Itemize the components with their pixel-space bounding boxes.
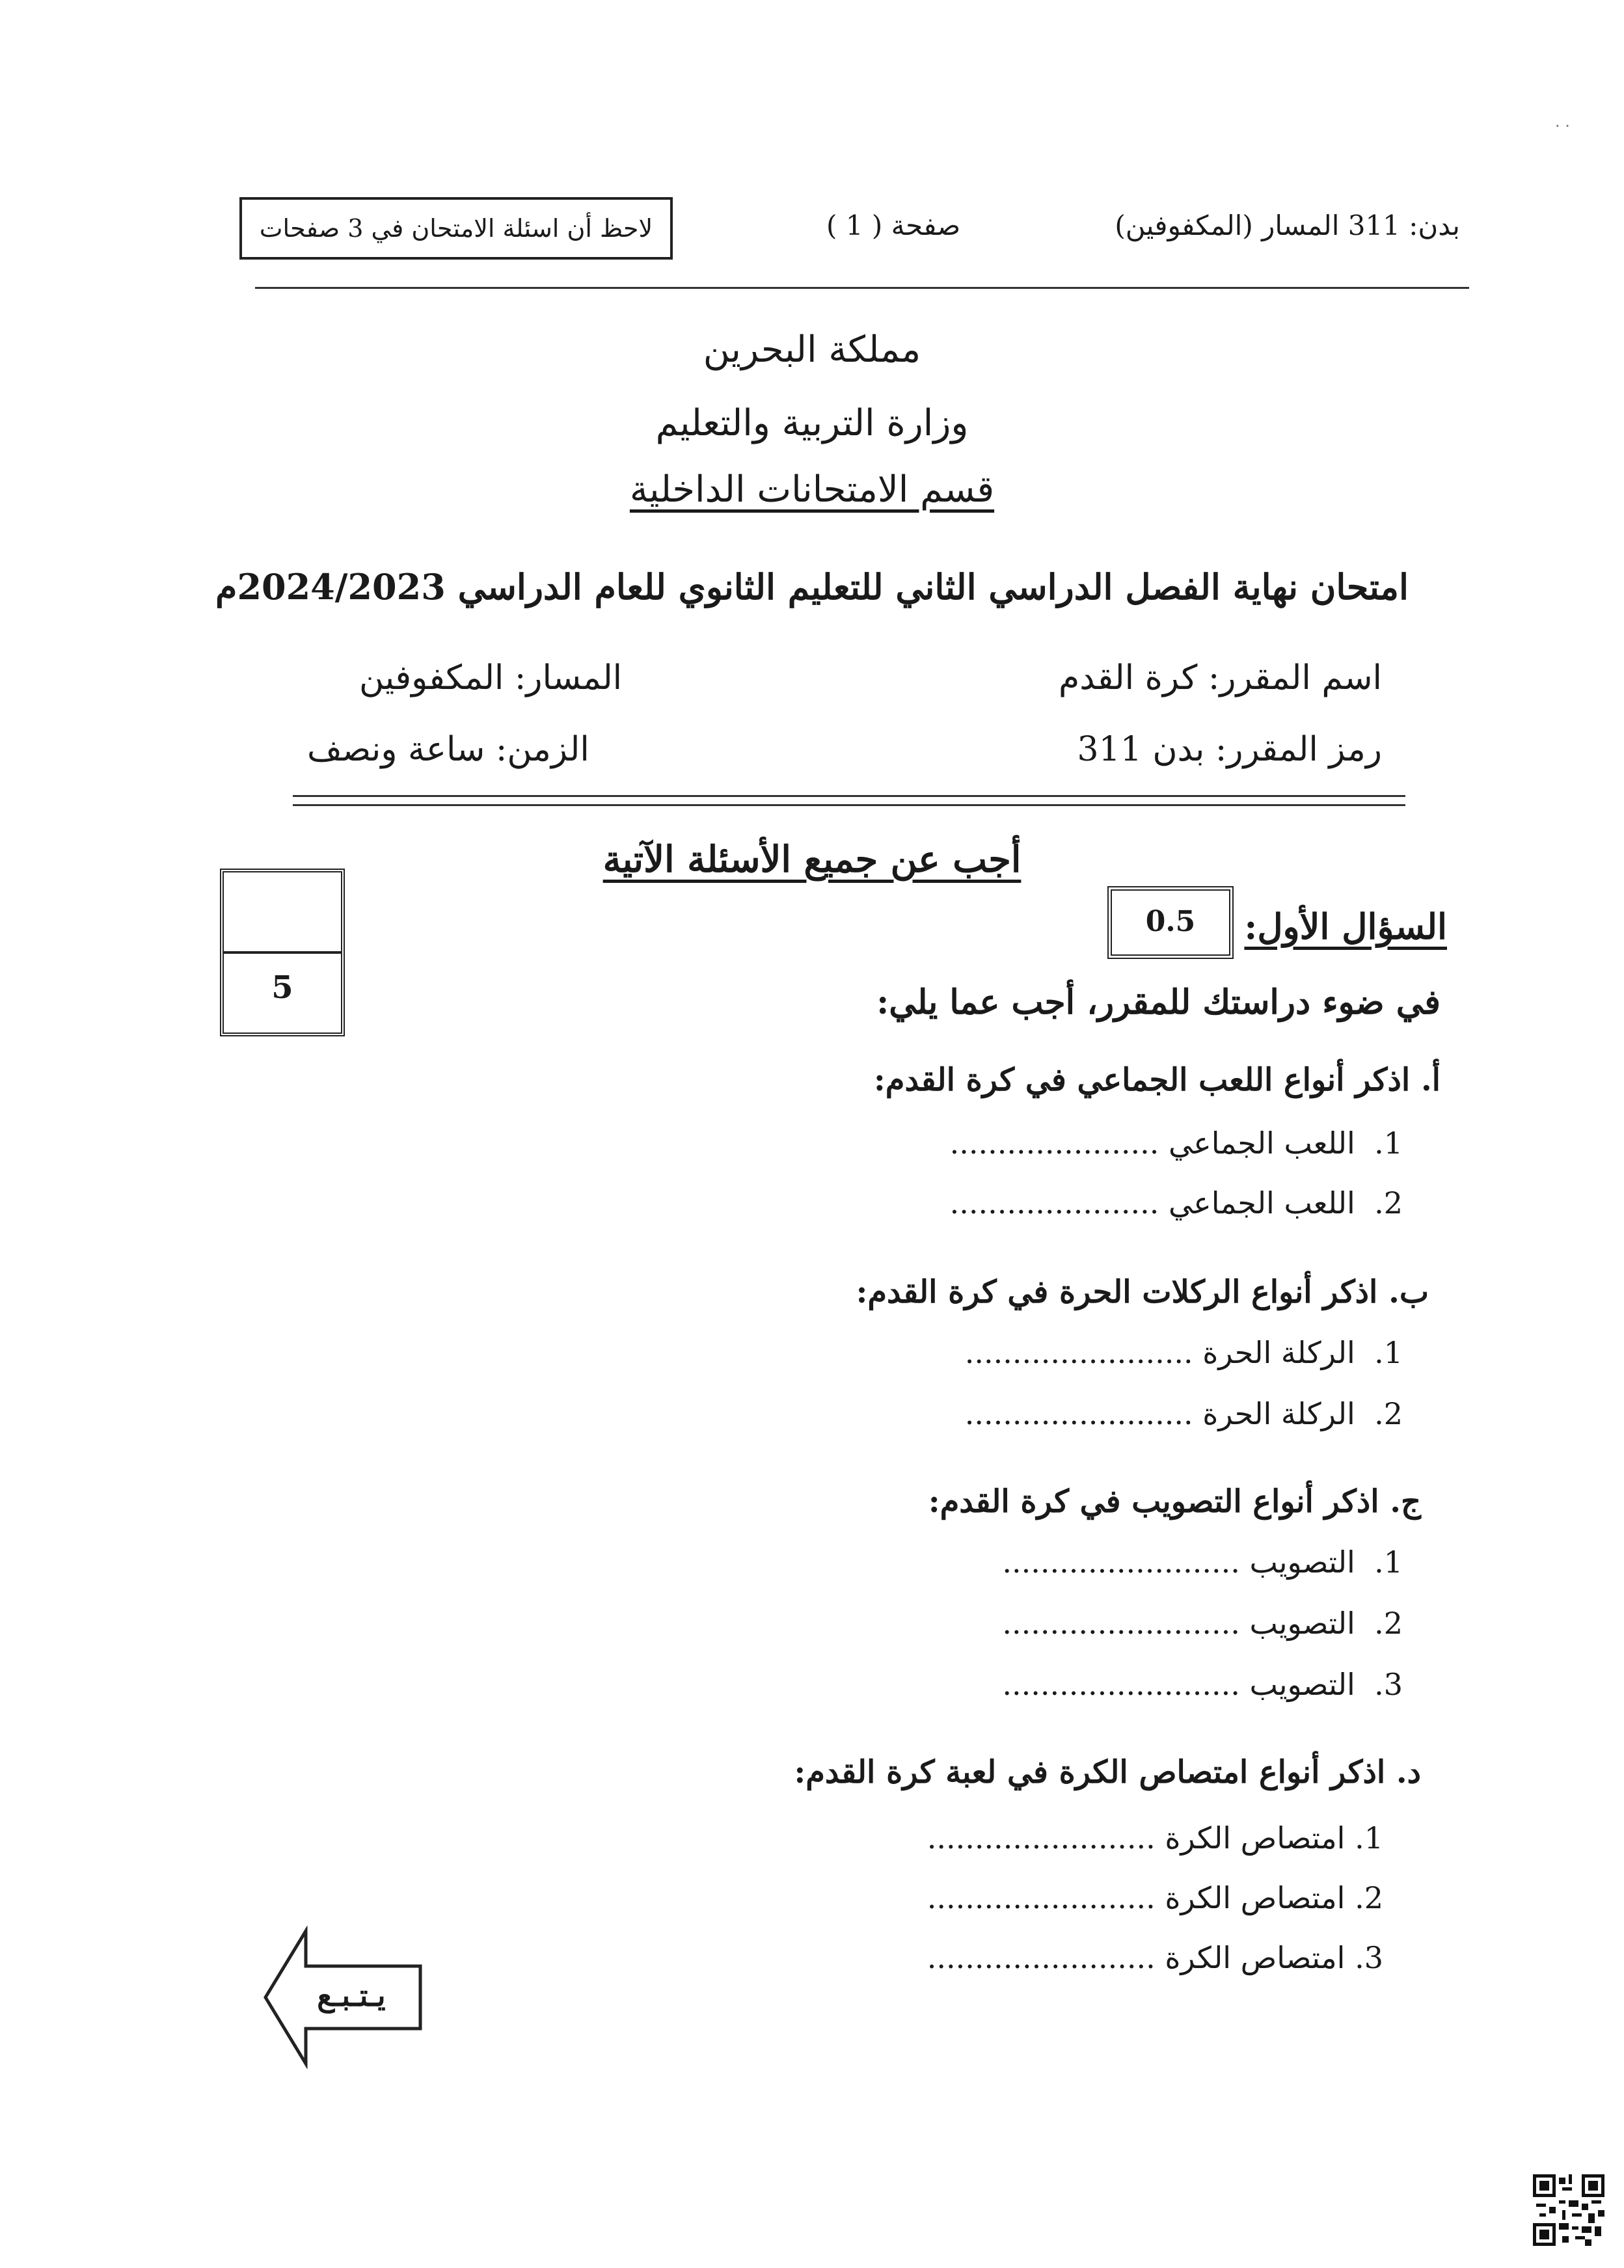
- continue-label: يـتـبـع: [317, 1978, 386, 2013]
- answer-line: التصويب .........................: [1002, 1606, 1355, 1641]
- item-number: 2.: [1374, 1185, 1403, 1221]
- section-divider-bottom: [293, 804, 1405, 806]
- answer-line: امتصاص الكرة ........................: [927, 1820, 1346, 1856]
- score-box-divider: [224, 951, 341, 954]
- answer-line: التصويب .........................: [1002, 1667, 1355, 1702]
- answer-line: اللعب الجماعي ......................: [949, 1126, 1355, 1161]
- qr-code-icon: [1533, 2174, 1604, 2246]
- answer-line: امتصاص الكرة ........................: [927, 1880, 1346, 1915]
- item-number: 3.: [1374, 1667, 1403, 1702]
- item-number: 2.: [1374, 1606, 1403, 1641]
- part-c-prompt: ج. اذكر أنواع التصويب في كرة القدم:: [928, 1483, 1421, 1520]
- list-item: [927, 1940, 1383, 1975]
- answer-line: امتصاص الكرة ........................: [927, 1940, 1346, 1975]
- list-item: [1002, 1606, 1403, 1641]
- department-name-text: قسم الامتحانات الداخلية: [629, 468, 995, 511]
- item-number: 1.: [1374, 1545, 1403, 1580]
- item-number: 1.: [1355, 1820, 1383, 1856]
- list-item: [950, 1185, 1403, 1221]
- instructions-heading-text: أجب عن جميع الأسئلة الآتية: [602, 838, 1022, 881]
- answer-line: الركلة الحرة ........................: [964, 1396, 1355, 1431]
- page-number: صفحة ( 1 ): [826, 209, 961, 241]
- list-item: [965, 1396, 1403, 1431]
- item-number: 3.: [1355, 1940, 1383, 1975]
- list-item: [927, 1820, 1383, 1856]
- answer-line: اللعب الجماعي ......................: [949, 1185, 1355, 1221]
- list-item: [965, 1335, 1403, 1370]
- course-name: اسم المقرر: كرة القدم: [1059, 658, 1382, 697]
- question-1-label: [1244, 906, 1447, 947]
- list-item: [950, 1126, 1403, 1161]
- question-1-label-text: السؤال الأول:: [1244, 906, 1447, 947]
- exam-duration: الزمن: ساعة ونصف: [307, 730, 589, 769]
- part-a-prompt: أ. اذكر أنواع اللعب الجماعي في كرة القدم:: [874, 1062, 1441, 1098]
- section-divider-top: [293, 795, 1405, 797]
- scan-marks: · ·: [1555, 117, 1570, 135]
- part-b-prompt: ب. اذكر أنواع الركلات الحرة في كرة القدم:: [856, 1274, 1429, 1310]
- question-1-intro: في ضوء دراستك للمقرر، أجب عما يلي:: [876, 982, 1441, 1022]
- list-item: [927, 1880, 1383, 1915]
- pages-notice-box: لاحظ أن اسئلة الامتحان في 3 صفحات: [239, 197, 673, 260]
- header-divider: [255, 287, 1469, 289]
- question-1-points-box: 0.5: [1107, 886, 1234, 959]
- course-track-code: بدن: 311 المسار (المكفوفين): [1115, 209, 1460, 241]
- item-number: 2.: [1374, 1396, 1403, 1431]
- kingdom-name: مملكة البحرين: [703, 329, 921, 371]
- item-number: 1.: [1374, 1126, 1403, 1161]
- track-name: المسار: المكفوفين: [359, 658, 623, 697]
- department-name: [0, 468, 1624, 511]
- answer-line: الركلة الحرة ........................: [964, 1335, 1355, 1370]
- ministry-name: وزارة التربية والتعليم: [655, 402, 969, 444]
- item-number: 1.: [1374, 1335, 1403, 1370]
- list-item: [1002, 1545, 1403, 1580]
- answer-line: التصويب .........................: [1002, 1545, 1355, 1580]
- course-code: رمز المقرر: بدن 311: [1077, 730, 1382, 769]
- score-total: 5: [271, 969, 293, 1006]
- item-number: 2.: [1355, 1880, 1383, 1915]
- exam-title: امتحان نهاية الفصل الدراسي الثاني للتعليم الثانوي للعام الدراسي 2024/2023م: [215, 566, 1409, 608]
- list-item: [1002, 1667, 1403, 1702]
- part-d-prompt: د. اذكر أنواع امتصاص الكرة في لعبة كرة القدم:: [794, 1754, 1421, 1790]
